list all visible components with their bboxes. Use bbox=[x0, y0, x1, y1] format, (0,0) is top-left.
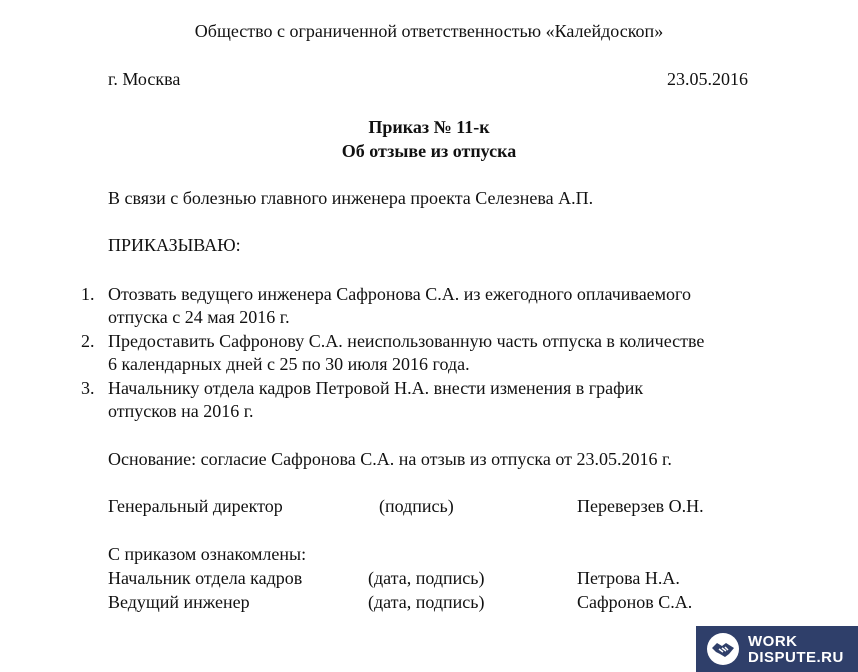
acquainted-position: Ведущий инженер bbox=[108, 592, 250, 612]
watermark-logo bbox=[696, 626, 858, 672]
watermark-line2: DISPUTE.RU bbox=[748, 649, 844, 666]
item-number: 2. bbox=[81, 331, 95, 351]
reason-text: В связи с болезнью главного инженера проекта Селезнева А.П. bbox=[108, 188, 594, 208]
director-signature: (подпись) bbox=[379, 496, 454, 516]
acquainted-position: Начальник отдела кадров bbox=[108, 568, 303, 588]
order-title: Приказ № 11-к bbox=[368, 117, 490, 137]
item-number: 3. bbox=[81, 378, 95, 398]
director-position: Генеральный директор bbox=[108, 496, 283, 516]
director-name: Переверзев О.Н. bbox=[577, 496, 704, 516]
acquainted-name: Петрова Н.А. bbox=[577, 568, 680, 588]
acquainted-signature: (дата, подпись) bbox=[368, 568, 485, 588]
order-subject: Об отзыве из отпуска bbox=[341, 141, 517, 161]
document-date: 23.05.2016 bbox=[667, 69, 748, 89]
handshake-icon bbox=[707, 633, 739, 665]
item-text: Начальнику отдела кадров Петровой Н.А. внести изменения в график bbox=[108, 378, 644, 398]
acquainted-name: Сафронов С.А. bbox=[577, 592, 693, 612]
command-text: ПРИКАЗЫВАЮ: bbox=[108, 235, 241, 255]
basis-text: Основание: согласие Сафронова С.А. на отзыв из отпуска от 23.05.2016 г. bbox=[108, 449, 672, 469]
item-text: Предоставить Сафронову С.А. неиспользованную часть отпуска в количестве bbox=[108, 331, 705, 351]
city: г. Москва bbox=[108, 69, 181, 89]
item-text: Отозвать ведущего инженера Сафронова С.А. из ежегодного оплачиваемого bbox=[108, 284, 691, 304]
item-number: 1. bbox=[81, 284, 95, 304]
item-text: 6 календарных дней с 25 по 30 июля 2016 года. bbox=[108, 354, 470, 374]
item-text: отпусков на 2016 г. bbox=[108, 401, 254, 421]
item-text: отпуска с 24 мая 2016 г. bbox=[108, 307, 290, 327]
watermark-line1: WORK bbox=[748, 633, 798, 650]
company-name: Общество с ограниченной ответственностью «Калейдоскоп» bbox=[194, 21, 664, 41]
acquainted-signature: (дата, подпись) bbox=[368, 592, 485, 612]
acquainted-header: С приказом ознакомлены: bbox=[108, 544, 307, 564]
